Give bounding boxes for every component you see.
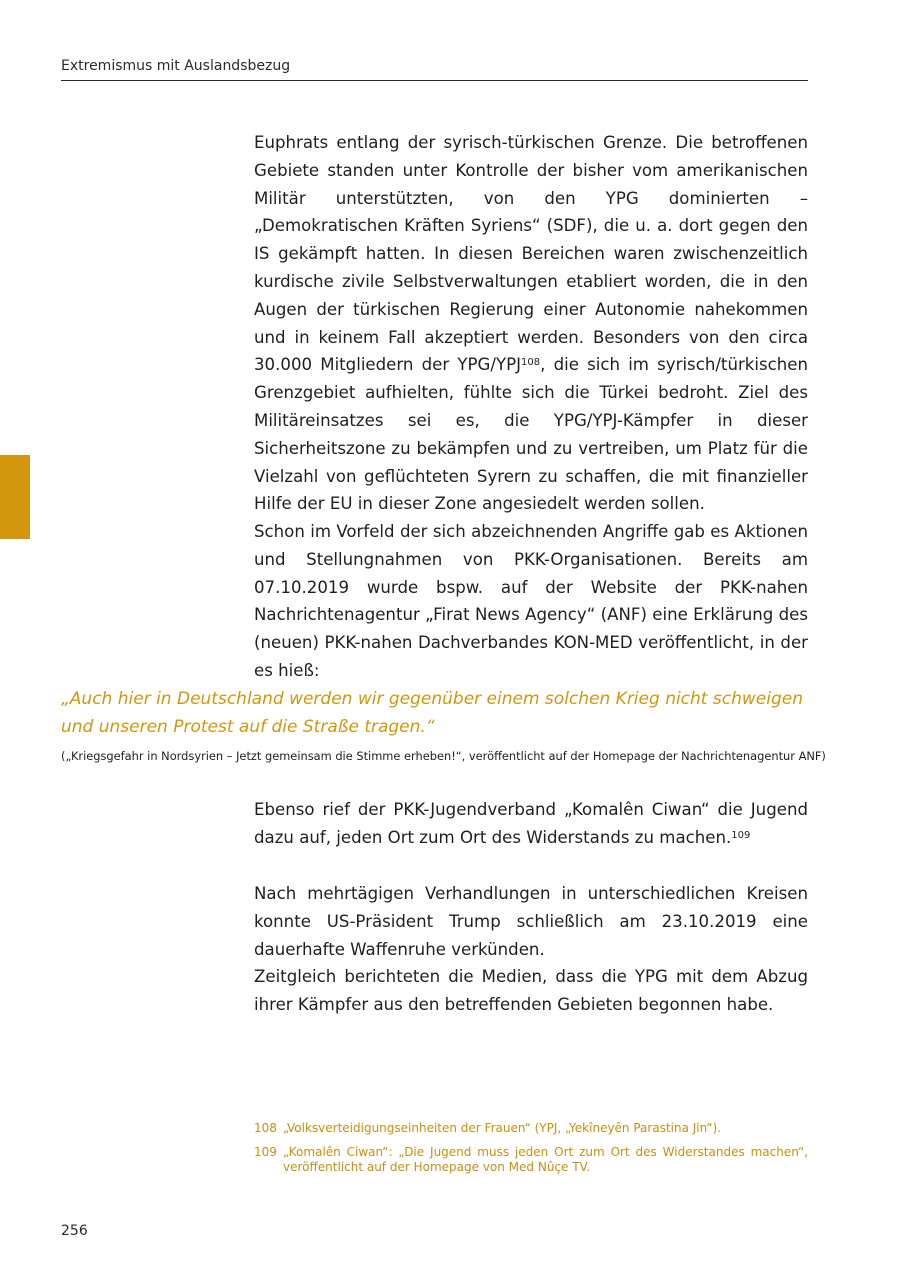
footnote-text: „Volksverteidigungseinheiten der Frauen“ (YPJ, „Yekîneyên Parastina Jin“). xyxy=(283,1121,722,1135)
body-paragraph-3 xyxy=(254,796,808,852)
chapter-side-tab xyxy=(0,455,30,539)
footnote-ref-108[interactable]: 108 xyxy=(521,357,541,369)
footnote-text: „Komalên Ciwan“: „Die Jugend muss jeden Ort zum Ort des Widerstandes machen“, veröffentlicht auf der Homepage von Med Nûçe TV. xyxy=(283,1145,808,1174)
paragraph-text: Ebenso rief der PKK-Jugendverband „Komalên Ciwan“ die Jugend dazu auf, jeden Ort zum Ort des Widerstands zu machen. xyxy=(254,800,808,847)
paragraph-text: , die sich im syrisch/türkischen Grenzgebiet aufhielten, fühlte sich die Türkei bedroht. Ziel des Militäreinsatzes sei es, die YPG/YPJ-Kämpfer in dieser Sicherheitszone zu bekämpfen und zu vertreiben, um Platz für die Vielzahl von geflüchteten Syrern zu schaffen, die mit finanzieller Hilfe der EU in dieser Zone angesiedelt werden sollen. xyxy=(254,355,809,514)
paragraph-text: Euphrats entlang der syrisch-türkischen Grenze. Die betroffenen Gebiete standen unter Kontrolle der bisher vom amerikanischen Militär unterstützten, von den YPG dominierten – „Demokratischen Kräften Syriens“ (SDF), die u. a. dort gegen den IS gekämpft hatten. In diesen Bereichen waren zwischenzeitlich kurdische zivile Selbstverwaltungen etabliert worden, die in den Augen der türkischen Regierung einer Autonomie nahekommen und in keinem Fall akzeptiert werden. Besonders von den circa 30.000 Mitgliedern der YPG/YPJ xyxy=(254,133,808,375)
page-number: 256 xyxy=(61,1223,88,1239)
footnote-number: 108 xyxy=(254,1121,277,1135)
footnote-109 xyxy=(254,1145,808,1175)
paragraph-text: Schon im Vorfeld der sich abzeichnenden Angriffe gab es Aktionen und Stellungnahmen von PKK-Organisationen. Bereits am 07.10.2019 wurde bspw. auf der Website der PKK-nahen Nachrichtenagentur „Firat News Agency“ (ANF) eine Erklärung des (neuen) PKK-nahen Dachverbandes KON-MED veröffentlicht, in der es hieß: xyxy=(254,522,808,680)
footnote-108 xyxy=(254,1121,808,1136)
running-header: Extremismus mit Auslandsbezug xyxy=(61,58,291,74)
quote-source: („Kriegsgefahr in Nordsyrien – Jetzt gemeinsam die Stimme erheben!“, veröffentlicht auf der Homepage der Nachrichtenagentur ANF) xyxy=(61,749,826,763)
footnotes xyxy=(254,1121,808,1184)
block-quote: „Auch hier in Deutschland werden wir gegenüber einem solchen Krieg nicht schweigen und unseren Protest auf die Straße tragen.“ xyxy=(61,689,803,737)
body-paragraph-4 xyxy=(254,880,808,1019)
paragraph-text: Zeitgleich berichteten die Medien, dass die YPG mit dem Abzug ihrer Kämpfer aus den betreffenden Gebieten begonnen habe. xyxy=(254,967,808,1015)
footnote-ref-109[interactable]: 109 xyxy=(731,829,751,841)
footnote-number: 109 xyxy=(254,1145,277,1159)
body-paragraph-1 xyxy=(254,129,808,518)
paragraph-text: Nach mehrtägigen Verhandlungen in unterschiedlichen Kreisen konnte US-Präsident Trump schließlich am 23.10.2019 eine dauerhafte Waffenruhe verkünden. xyxy=(254,884,808,959)
header-rule xyxy=(61,80,808,81)
body-paragraph-2 xyxy=(254,518,808,685)
